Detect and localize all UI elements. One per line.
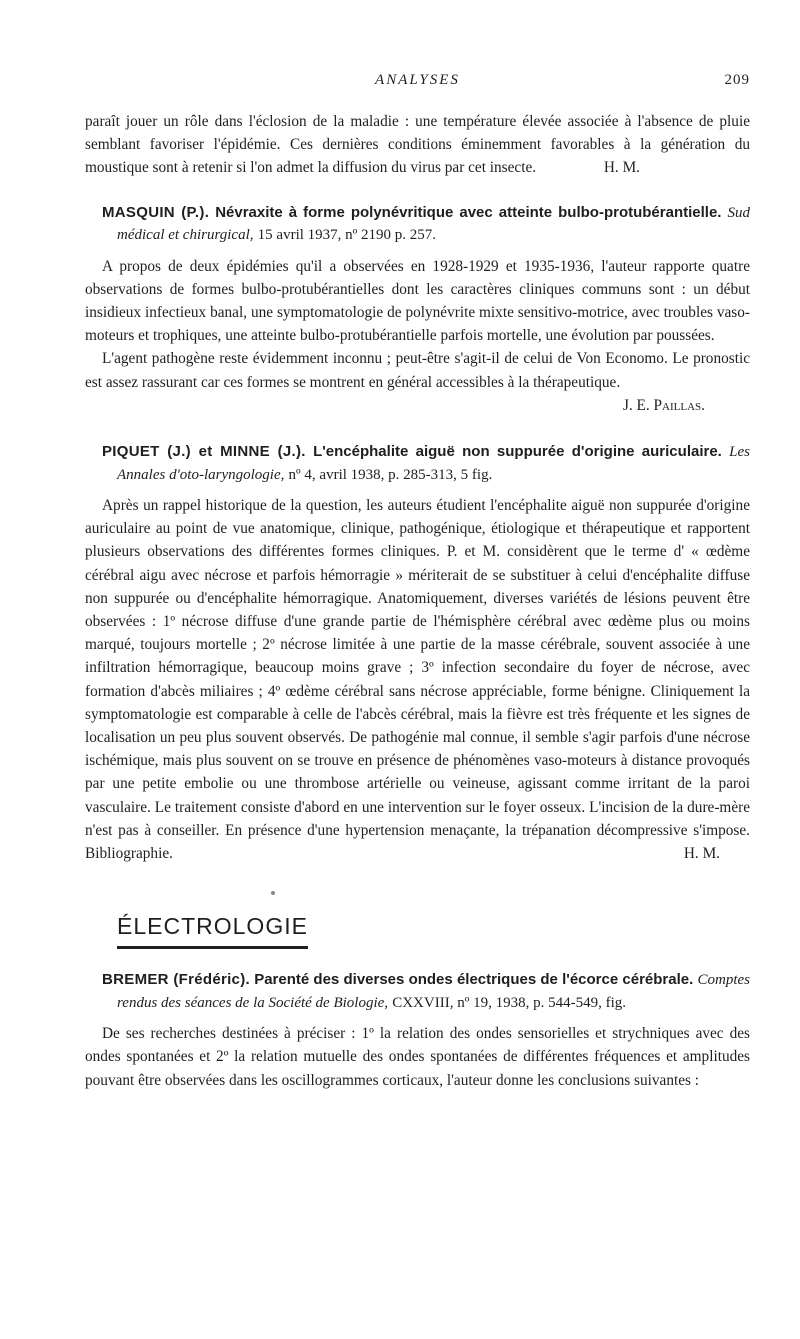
entry-2-paragraph-1: Après un rappel historique de la question, les auteurs étudient l'encéphalite aiguë non suppurée d'origine auriculaire au point de vue anatomique, clinique, pathogénique, étiologique et thérapeutique et rapportent plusieurs observations des différentes formes cliniques. P. et M. considèrent que le terme d' « œdème cérébral aigu avec nécrose et parfois hémorragie » mériterait de se substituer à celui d'encéphalite diffuse non suppurée ou d'encéphalite hémorragique. Anatomiquement, diverses variétés de lésions peuvent être observées : 1º nécrose diffuse d'une grande partie de l'hémisphère cérébral avec œdème plus ou moins marqué, toujours mortelle ; 2º nécrose limitée à une partie de la masse cérébrale, souvent associée à une infiltration hémorragique, beaucoup moins grave ; 3º infection secondaire du foyer de nécrose, avec formation d'abcès miliaires ; 4º œdème cérébral sans nécrose appréciable, forme bénigne. Cliniquement la symptomatologie est comparable à celle de l'abcès cérébral, mais la fièvre est très fréquente et les signes de localisation un peu plus souvent observés. De pathogénie mal connue, il semble s'agir parfois d'une nécrose ischémique, mais plus souvent on se trouve en présence de phénomènes vaso-moteurs à distance provoqués par une petite embolie ou une thrombose artérielle ou veineuse, agissant comme irritant de la paroi vasculaire. Le traitement consiste d'abord en une intervention sur le foyer osseux. L'incision de la dure-mère n'est pas à conseiller. En présence d'une hypertension menaçante, la trépanation décompressive s'impose. Bibliographie. H. M.: [85, 494, 750, 865]
entry-3-journal: Comptes rendus des séances de la Société de Biologie,: [117, 972, 751, 1011]
entry-2-title: L'encéphalite aiguë non suppurée d'origine auriculaire.: [313, 443, 722, 461]
intro-signature: H. M.: [603, 159, 640, 177]
entry-3-reference: CXXVIII, nº 19, 1938, p. 544-549, fig.: [392, 994, 627, 1011]
section-title: ÉLECTROLOGIE: [117, 913, 308, 949]
entry-3-heading: [85, 969, 750, 1014]
entry-1-reference: 15 avril 1937, nº 2190 p. 257.: [257, 227, 437, 244]
entry-1-journal: Sud médical et chirurgical,: [117, 204, 750, 244]
entry-1-signature: J. E. Paillas.: [622, 396, 705, 414]
entry-1-paragraph-2: L'agent pathogène reste évidemment inconnu ; peut-être s'agit-il de celui de Von Economo. Le pronostic est assez rassurant car ces formes se montrent en général accessibles à la thérapeutique. J. E. Paillas.: [85, 347, 750, 393]
entry-2-authors: PIQUET (J.) et MINNE (J.).: [102, 443, 306, 461]
entry-3-authors: BREMER (Frédéric).: [102, 971, 250, 989]
entry-1-title: Névraxite à forme polynévritique avec atteinte bulbo-protubérantielle.: [215, 203, 722, 221]
intro-paragraph: paraît jouer un rôle dans l'éclosion de la maladie : une température élevée associée à l'absence de pluie semblant favoriser l'épidémie. Ces dernières conditions éminemment favorables à la génération du moustique sont à retenir si l'on admet la diffusion du virus par cet insecte. H. M.: [85, 110, 750, 180]
entry-1-heading: [85, 202, 750, 247]
entry-2-journal: Les Annales d'oto-laryngologie,: [117, 444, 751, 483]
entry-2-signature: H. M.: [683, 845, 720, 863]
page-content: [85, 110, 750, 1092]
entry-1-authors: MASQUIN (P.).: [102, 203, 210, 221]
entry-2-heading: [85, 441, 750, 486]
entry-2-reference: nº 4, avril 1938, p. 285-313, 5 fig.: [288, 466, 493, 483]
separator-dot: [271, 891, 275, 895]
entry-3-paragraph-1: De ses recherches destinées à préciser : 1º la relation des ondes sensorielles et strychniques avec des ondes spontanées et 2º la relation mutuelle des ondes spontanées de différentes fréquences et amplitudes pouvant être observées dans les oscillogrammes corticaux, l'auteur donne les conclusions suivantes :: [85, 1025, 750, 1089]
page-number: 209: [724, 72, 750, 88]
entry-1-paragraph-1: A propos de deux épidémies qu'il a observées en 1928-1929 et 1935-1936, l'auteur rapporte quatre observations de formes bulbo-protubérantielles dont les caractères cliniques communs sont : un début insidieux infectieux banal, une symptomatologie de polynévrite mixte sensitivo-motrice, avec troubles vaso-moteurs et trophiques, une atteinte bulbo-protubérantielle parfois mortelle, une évolution par poussées.: [85, 257, 750, 345]
entry-3-title: Parenté des diverses ondes électriques de l'écorce cérébrale.: [254, 971, 694, 989]
running-head: ANALYSES: [375, 72, 460, 88]
page-header: [85, 72, 750, 94]
